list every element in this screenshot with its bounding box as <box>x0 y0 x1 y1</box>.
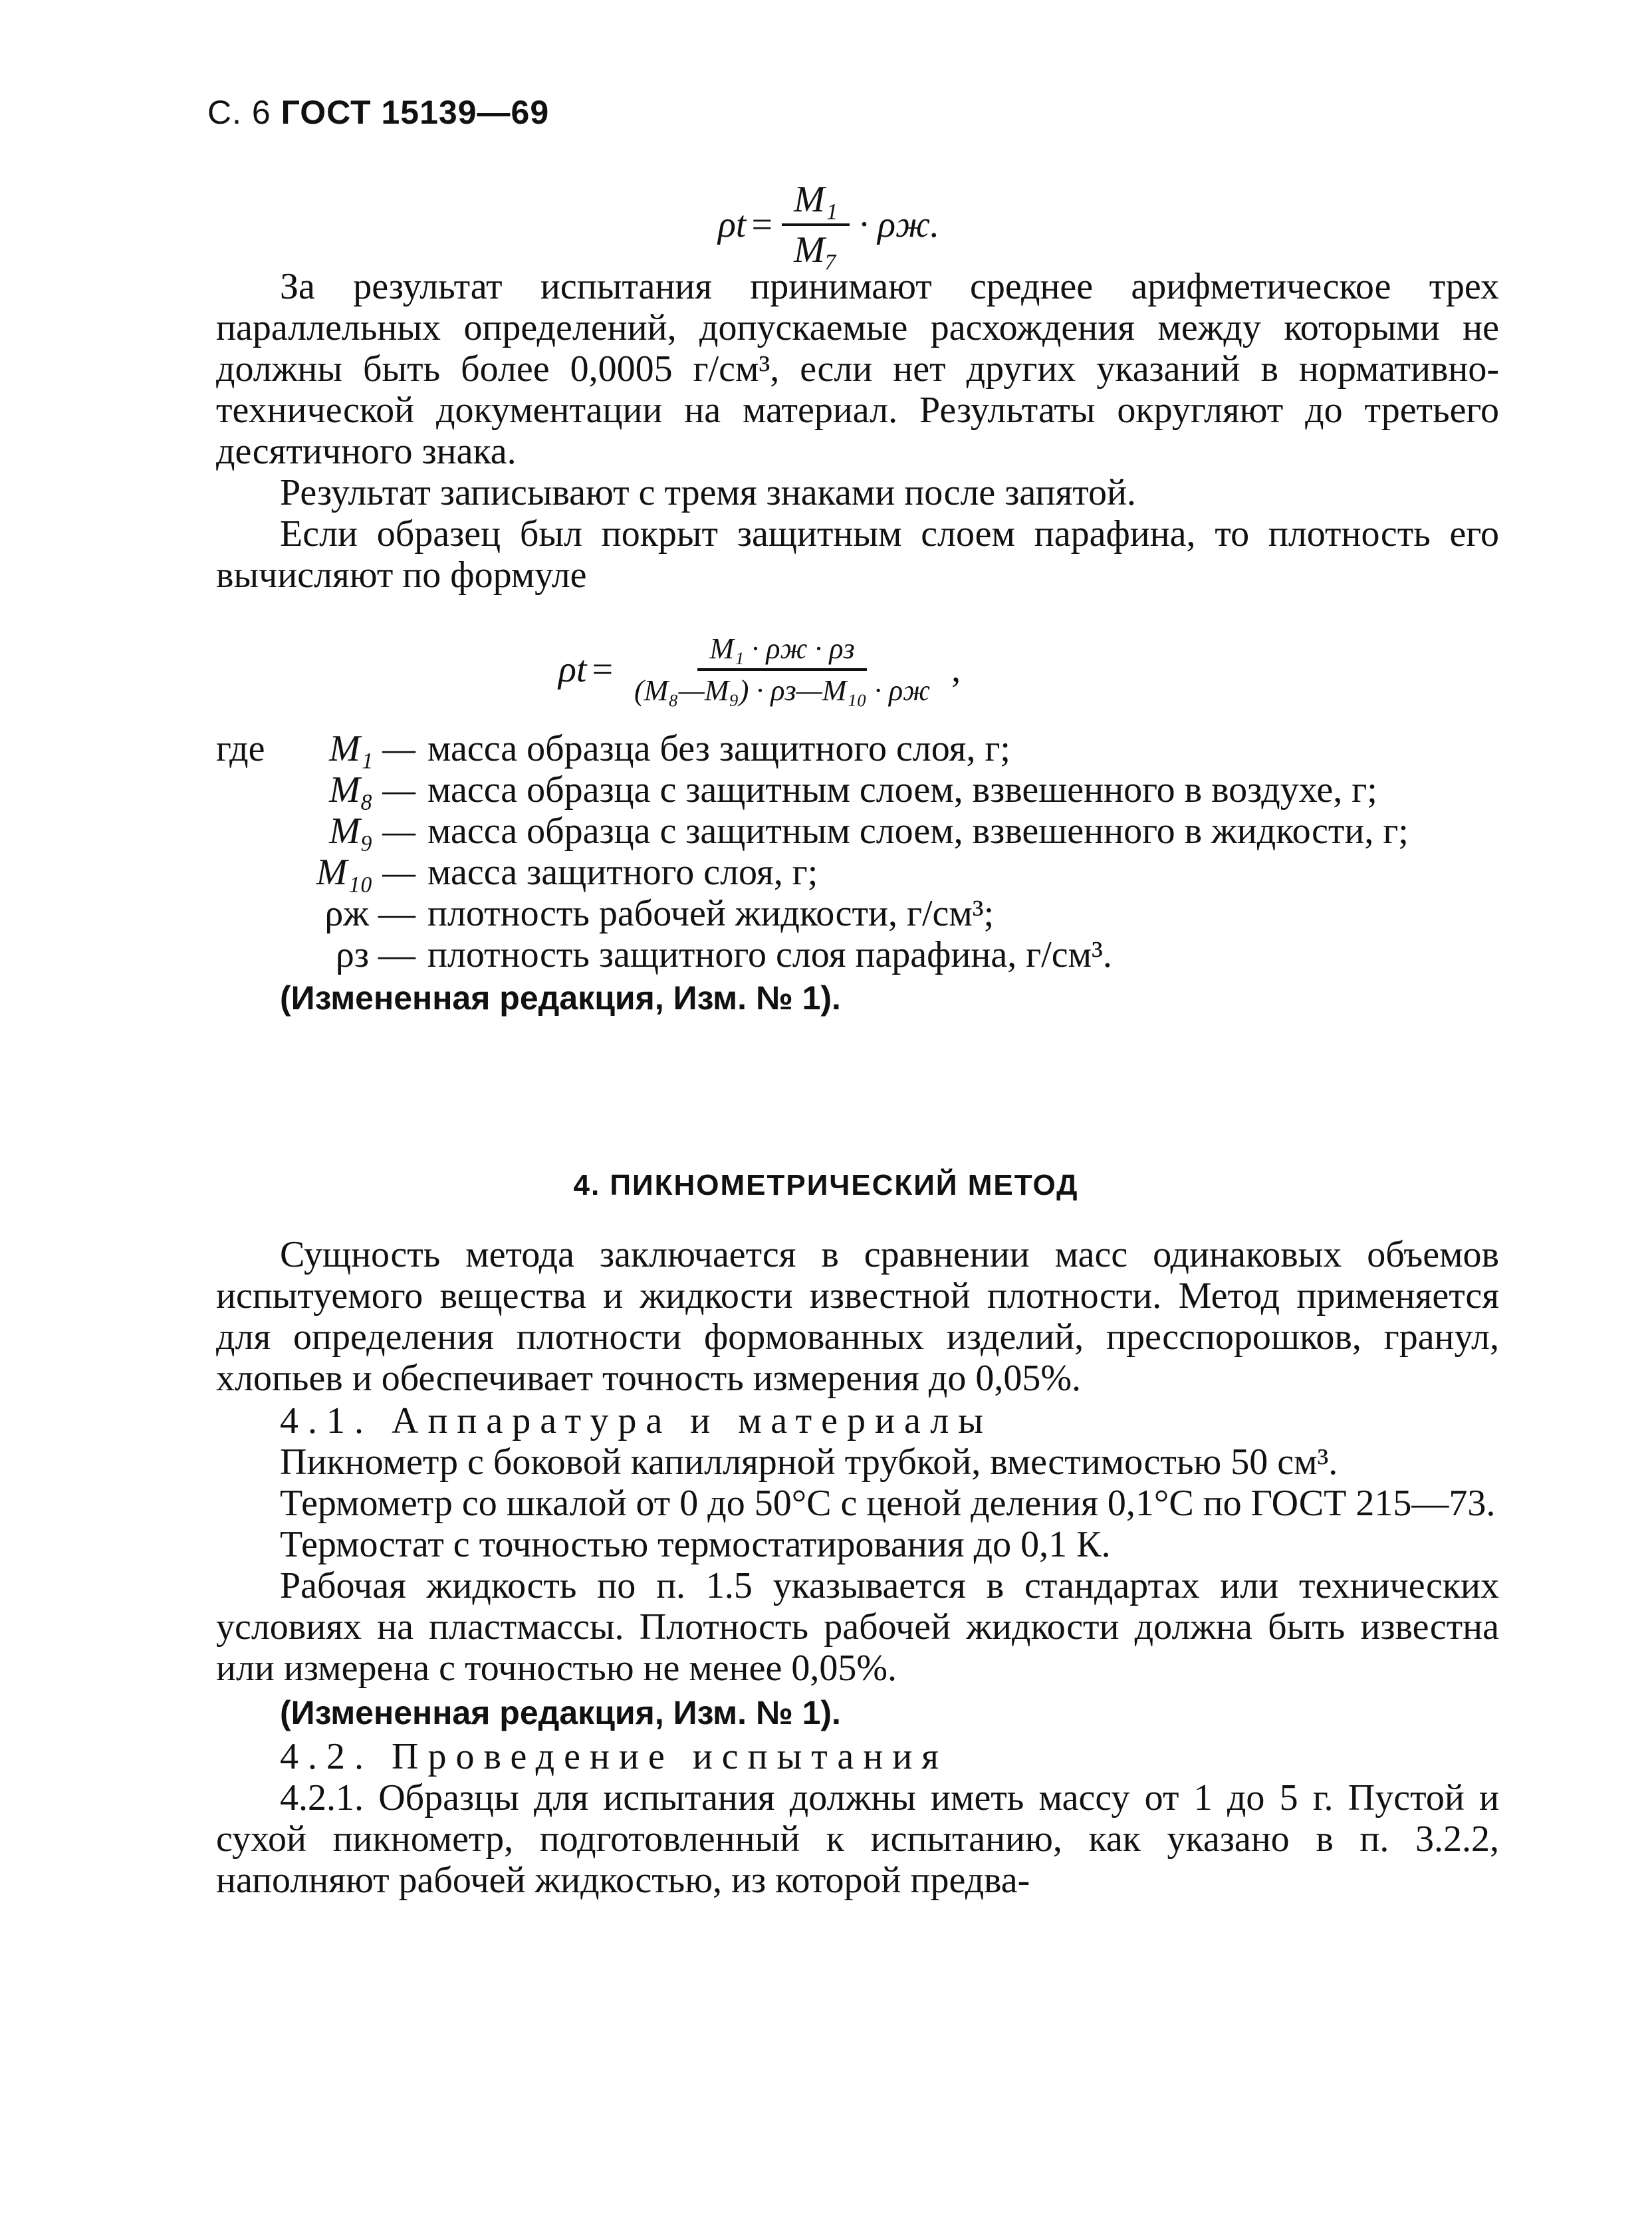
definition-item <box>216 934 1504 975</box>
formula-tail: · ρж. <box>859 204 940 245</box>
formula2-denominator: (M₈—M₉) · ρз—M₁₀ · ρж <box>634 674 931 707</box>
paragraph-paraffin: Если образец был покрыт защитным слоем парафина, то плотность его вычисляют по формуле <box>216 513 1499 596</box>
formula-numerator: M₁ <box>782 178 850 226</box>
formula-density-simple <box>718 178 939 271</box>
formula2-numerator: M₁ · ρж · ρз <box>697 632 866 671</box>
formula2-fraction <box>622 632 942 707</box>
definition-item <box>216 728 1504 769</box>
definition-text: плотность защитного слоя парафина, г/см³. <box>427 934 1112 975</box>
paragraph-working-liquid: Рабочая жидкость по п. 1.5 указывается в стандартах или технических условиях на пластмассы. Плотность рабочей жидкости должна быть известна или измерена с точностью не менее 0,05%. <box>216 1565 1499 1689</box>
formula2-tail: , <box>951 649 961 690</box>
definition-symbol: M₉ — <box>329 810 415 852</box>
paragraph-decimals: Результат записывают с тремя знаками после запятой. <box>280 472 1136 513</box>
amendment-note-2: (Измененная редакция, Изм. № 1). <box>280 1694 841 1731</box>
definition-text: масса образца с защитным слоем, взвешенного в жидкости, г; <box>427 810 1409 852</box>
formula-eq: = <box>751 204 773 245</box>
definition-text: масса образца без защитного слоя, г; <box>427 728 1010 769</box>
definition-symbol: M₈ — <box>329 769 415 810</box>
formula-lhs: ρt <box>718 204 747 245</box>
definition-text: масса образца с защитным слоем, взвешенного в воздухе, г; <box>427 769 1377 810</box>
subsection-heading-apparatus: 4.1. Аппаратура и материалы <box>280 1400 993 1441</box>
definition-item <box>216 852 1504 893</box>
page-number: С. 6 <box>207 94 271 131</box>
section-4-body <box>216 1234 1499 1901</box>
definition-symbol: ρж — <box>324 893 415 934</box>
formula-denominator: M₇ <box>794 229 838 271</box>
definition-text: плотность рабочей жидкости, г/см³; <box>427 893 995 934</box>
definition-item <box>216 893 1504 934</box>
definition-symbol: ρз — <box>335 934 415 975</box>
paragraph-thermostat: Термостат с точностью термостатирования до 0,1 К. <box>280 1524 1111 1565</box>
definition-symbol: M₁ — <box>329 728 415 769</box>
subsection-heading-procedure: 4.2. Проведение испытания <box>280 1736 948 1777</box>
definition-item <box>216 810 1504 852</box>
amendment-note: (Измененная редакция, Изм. № 1). <box>280 979 841 1017</box>
paragraph-sample-mass: 4.2.1. Образцы для испытания должны иметь массу от 1 до 5 г. Пустой и сухой пикнометр, подготовленный к испытанию, как указано в п. 3.2.2, наполняют рабочей жидкостью, из которой предва- <box>216 1777 1499 1901</box>
paragraph-pycnometer: Пикнометр с боковой капиллярной трубкой, вместимостью 50 см³. <box>280 1441 1338 1483</box>
definition-text: масса защитного слоя, г; <box>427 852 818 893</box>
formula2-eq: = <box>592 649 614 690</box>
paragraph-result: За результат испытания принимают среднее арифметическое трех параллельных определений, допускаемые расхождения между которыми не должны быть более 0,0005 г/см³, если нет других указаний в нормативно-технической документации на материал. Результаты округляют до третьего десятичного знака. <box>216 266 1499 472</box>
paragraph-method-essence: Сущность метода заключается в сравнении масс одинаковых объемов испытуемого вещества и жидкости известной плотности. Метод применяется для определения плотности формованных изделий, пресспорошков, гранул, хлопьев и обеспечивает точность измерения до 0,05%. <box>216 1234 1499 1399</box>
page-header <box>207 93 549 132</box>
formula-fraction <box>782 178 850 271</box>
paragraph-thermometer: Термометр со шкалой от 0 до 50°С с ценой деления 0,1°С по ГОСТ 215—73. <box>280 1483 1496 1524</box>
definition-symbol: M₁₀ — <box>316 852 415 893</box>
formula2-lhs: ρt <box>558 649 587 690</box>
standard-title: ГОСТ 15139—69 <box>281 94 550 131</box>
formula-density-paraffin <box>558 632 961 707</box>
definition-item <box>216 769 1504 810</box>
section-title: 4. ПИКНОМЕТРИЧЕСКИЙ МЕТОД <box>573 1169 1079 1201</box>
definitions-list <box>216 728 1504 1019</box>
definition-lead: где <box>216 728 265 769</box>
text-block-top <box>216 266 1499 596</box>
